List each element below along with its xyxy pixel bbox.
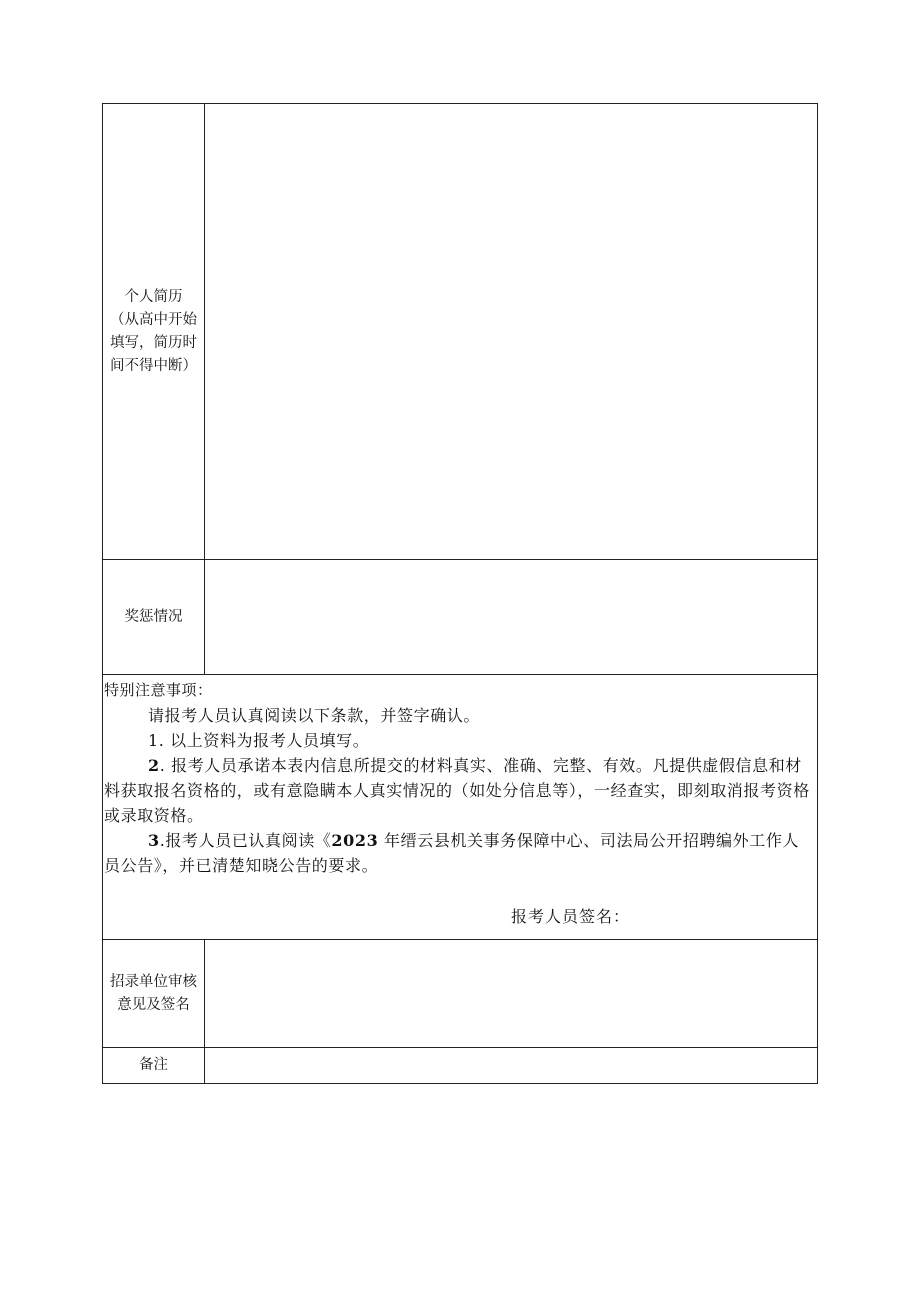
notes-item-3-text-b: 年缙云县机关事务保障中心、司法局公开招聘编外工作人员公告》，并已清楚知晓公告的要求。	[104, 831, 800, 875]
notes-item-3-number: 3	[148, 831, 160, 850]
notes-heading: 特别注意事项：	[104, 681, 213, 699]
notes-intro: 请报考人员认真阅读以下条款，并签字确认。	[148, 706, 481, 725]
registration-form-table	[102, 103, 818, 1084]
resume-label-cell	[103, 104, 205, 560]
notes-item-2-text: . 报考人员承诺本表内信息所提交的材料真实、准确、完整、有效。凡提供虚假信息和材料获取报名资格的，或有意隐瞒本人真实情况的（如处分信息等），一经查实，即刻取消报考资格或录取资格。	[104, 756, 810, 825]
review-label-line-1: 招录单位审核	[110, 973, 197, 990]
remarks-row	[103, 1048, 818, 1084]
review-label-line-2: 意见及签名	[117, 996, 190, 1013]
remarks-input-cell[interactable]	[205, 1048, 818, 1084]
awards-label-cell	[103, 560, 205, 675]
notes-item-3	[104, 828, 815, 878]
notes-item-3-text-a: .报考人员已认真阅读《	[159, 831, 332, 850]
resume-label-line-2: （从高中开始	[110, 311, 197, 328]
awards-row	[103, 560, 818, 675]
remarks-label-cell	[103, 1048, 205, 1084]
signature-label[interactable]: 报考人员签名：	[511, 907, 631, 926]
resume-label-line-4: 间不得中断）	[110, 357, 197, 374]
review-row	[103, 940, 818, 1048]
review-label-cell	[103, 940, 205, 1048]
awards-input-cell[interactable]	[205, 560, 818, 675]
notes-cell	[103, 675, 818, 940]
notes-item-2	[104, 753, 815, 828]
remarks-label: 备注	[139, 1057, 168, 1073]
review-input-cell[interactable]	[205, 940, 818, 1048]
resume-label-line-3: 填写，简历时	[110, 334, 197, 351]
notes-item-1: 1. 以上资料为报考人员填写。	[148, 731, 370, 750]
notes-content	[103, 675, 817, 878]
awards-label: 奖惩情况	[124, 608, 183, 625]
resume-input-cell[interactable]	[205, 104, 818, 560]
resume-label-line-1: 个人简历	[124, 288, 183, 305]
resume-row	[103, 104, 818, 560]
notes-item-3-year: 2023	[331, 831, 379, 850]
notes-item-2-number: 2	[148, 756, 160, 775]
notes-row	[103, 675, 818, 940]
